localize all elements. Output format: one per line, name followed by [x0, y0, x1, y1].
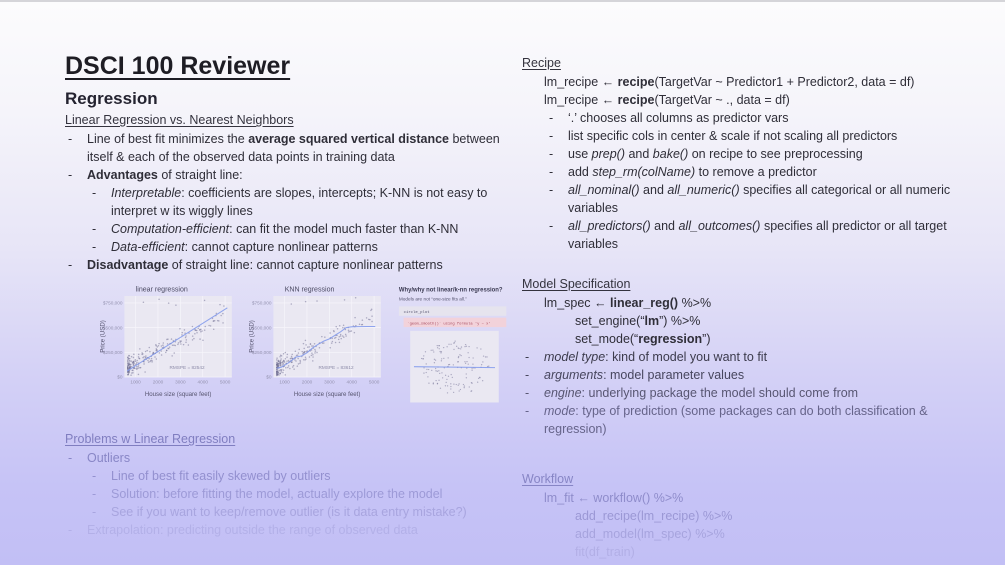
section-linreg-vs-knn [65, 113, 510, 274]
svg-text:4000: 4000 [197, 379, 208, 385]
svg-text:$250,000: $250,000 [252, 350, 272, 356]
svg-text:$500,000: $500,000 [102, 325, 123, 331]
svg-text:1000: 1000 [279, 379, 291, 385]
svg-text:$750,000: $750,000 [252, 300, 272, 306]
svg-text:3000: 3000 [324, 379, 336, 385]
page-title: DSCI 100 Reviewer [65, 52, 291, 80]
workflow-code [522, 489, 990, 561]
why-not-regression-figure [397, 280, 510, 410]
svg-text:RMSPE = 82542: RMSPE = 82542 [169, 365, 205, 371]
svg-text:linear regression: linear regression [135, 286, 188, 294]
knn-regression-chart [247, 280, 386, 410]
svg-text:4000: 4000 [346, 379, 358, 385]
svg-text:House size (square feet): House size (square feet) [144, 390, 212, 398]
text-line: fit(df_train) [575, 545, 635, 559]
svg-text:$250,000: $250,000 [102, 350, 123, 356]
text-line: - See if you want to keep/remove outlier (is it data entry mistake?) [65, 503, 510, 521]
text-line: add_recipe(lm_recipe) %>% [575, 509, 733, 523]
model-spec-code [522, 294, 990, 348]
text-line: - Interpretable: coefficients are slopes, intercepts; K-NN is not easy to interpret w its wiggly lines [65, 184, 510, 220]
recipe-notes [522, 109, 990, 253]
svg-text:5000: 5000 [369, 379, 380, 385]
text-line: - Solution: before fitting the model, actually explore the model [65, 485, 510, 503]
svg-text:$750,000: $750,000 [102, 300, 123, 306]
text-line: - Computation-efficient: can fit the model much faster than K-NN [65, 220, 510, 238]
text-line: - Outliers [65, 449, 510, 467]
text-line: - all_predictors() and all_outcomes() specifies all predictor or all target variables [522, 217, 990, 253]
text-line: set_mode(“regression”) [575, 332, 711, 346]
svg-text:1000: 1000 [130, 379, 141, 385]
text-line: lm_spec ← linear_reg() %>% [544, 296, 712, 310]
section-recipe [522, 56, 990, 253]
figure-row [98, 280, 510, 410]
text-line: lm_fit ← workflow() %>% [544, 491, 684, 505]
svg-text:$500,000: $500,000 [252, 325, 272, 331]
svg-text:Why/why not linear/k-nn regres: Why/why not linear/k-nn regression? [398, 287, 503, 294]
text-line: lm_recipe ← recipe(TargetVar ~ Predictor1 + Predictor2, data = df) [544, 75, 915, 89]
section-workflow [522, 472, 990, 561]
text-line: - list specific cols in center & scale if not scaling all predictors [522, 127, 990, 145]
section-problems-linreg [65, 432, 510, 539]
text-line: - engine: underlying package the model should come from [522, 384, 990, 402]
svg-text:circle_plot: circle_plot [403, 310, 430, 315]
linear-regression-chart [98, 280, 237, 410]
svg-text:Models are not “one-size fits: Models are not “one-size fits all.” [398, 296, 467, 302]
svg-text:3000: 3000 [175, 379, 186, 385]
text-line: set_engine(“lm”) %>% [575, 314, 701, 328]
problems-notes [65, 449, 510, 539]
svg-text:Price (USD): Price (USD) [249, 320, 257, 353]
text-line: lm_recipe ← recipe(TargetVar ~ ., data = df) [544, 93, 790, 107]
right-column [522, 56, 990, 561]
window-top-edge [0, 0, 1005, 2]
text-line: - Extrapolation: predicting outside the range of observed data [65, 521, 510, 539]
text-line: - ‘.’ chooses all columns as predictor vars [522, 109, 990, 127]
text-line: - Data-efficient: cannot capture nonlinear patterns [65, 238, 510, 256]
svg-text:KNN regression: KNN regression [285, 286, 335, 294]
svg-text:House size (square feet): House size (square feet) [294, 390, 361, 398]
subsection-heading-recipe: Recipe [522, 56, 561, 70]
text-line: add_model(lm_spec) %>% [575, 527, 725, 541]
svg-text:$0: $0 [117, 374, 123, 380]
section-heading-regression: Regression [65, 89, 158, 108]
section-model-specification [522, 277, 990, 438]
text-line: - Advantages of straight line: [65, 166, 510, 184]
subsection-heading-linreg-vs-knn: Linear Regression vs. Nearest Neighbors [65, 113, 294, 127]
svg-text:RMSPE = 83612: RMSPE = 83612 [318, 365, 355, 371]
svg-text:$0: $0 [266, 374, 272, 380]
text-line: - arguments: model parameter values [522, 366, 990, 384]
text-line: - model type: kind of model you want to fit [522, 348, 990, 366]
svg-text:5000: 5000 [219, 379, 231, 385]
text-line: - mode: type of prediction (some packages can do both classification & regression) [522, 402, 990, 438]
text-line: - Line of best fit easily skewed by outliers [65, 467, 510, 485]
text-line: - use prep() and bake() on recipe to see preprocessing [522, 145, 990, 163]
linreg-vs-knn-notes [65, 130, 510, 274]
subsection-heading-workflow: Workflow [522, 472, 574, 486]
svg-text:2000: 2000 [302, 379, 313, 385]
text-line: - all_nominal() and all_numeric() specifies all categorical or all numeric variables [522, 181, 990, 217]
subsection-heading-model-spec: Model Specification [522, 277, 631, 291]
text-line: - Disadvantage of straight line: cannot capture nonlinear patterns [65, 256, 510, 274]
svg-text:Price (USD): Price (USD) [99, 320, 107, 353]
subsection-heading-problems: Problems w Linear Regression [65, 432, 236, 446]
recipe-code [522, 73, 990, 109]
text-line: - Line of best fit minimizes the average squared vertical distance between itself & each of the observed data points in training data [65, 130, 510, 166]
left-column [65, 52, 510, 539]
model-spec-notes [522, 348, 990, 438]
svg-text:2000: 2000 [152, 379, 164, 385]
svg-text:`geom_smooth()` using formula: `geom_smooth()` using formula 'y ~ x' [407, 322, 491, 327]
text-line: - add step_rm(colName) to remove a predictor [522, 163, 990, 181]
